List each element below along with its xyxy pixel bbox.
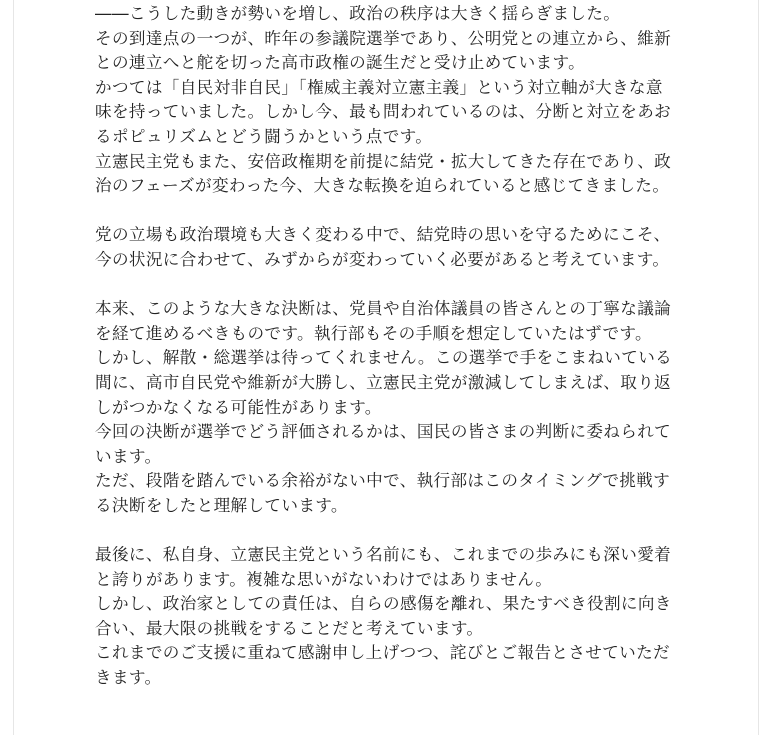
text-line: と誇りがあります。複雑な思いがないわけではありません。 xyxy=(95,569,553,589)
text-line: 間に、高市自民党や維新が大勝し、立憲民主党が激減してしまえば、取り返 xyxy=(95,372,672,392)
paragraph-block-2 xyxy=(95,223,745,272)
text-line: います。 xyxy=(95,446,162,466)
text-line: これまでのご支援に重ねて感謝申し上げつつ、詫びとご報告とさせていただ xyxy=(95,643,671,663)
text-line: きます。 xyxy=(95,668,162,688)
text-line: 治のフェーズが変わった今、大きな転換を迫られていると感じてきました。 xyxy=(95,176,670,196)
text-line: 今回の決断が選挙でどう評価されるかは、国民の皆さまの判断に委ねられて xyxy=(95,422,672,442)
text-line: るポピュリズムとどう闘うかという点です。 xyxy=(95,126,433,146)
text-line: しかし、解散・総選挙は待ってくれません。この選挙で手をこまねいている xyxy=(95,348,673,368)
text-line: ――こうした動きが勢いを増し、政治の秩序は大きく揺らぎました。 xyxy=(95,4,621,23)
text-line: しかし、政治家としての責任は、自らの感傷を離れ、果たすべき役割に向き xyxy=(95,594,672,614)
paragraph-block-4 xyxy=(95,543,745,691)
paragraph-gap xyxy=(95,199,745,224)
right-column-border xyxy=(758,0,759,735)
text-line: 合い、最大限の挑戦をすることだと考えています。 xyxy=(95,618,484,638)
text-line: かつては「自民対非自民」「権威主義対立憲主義」という対立軸が大きな意 xyxy=(95,77,663,97)
text-line: 味を持っていました。しかし今、最も問われているのは、分断と対立をあお xyxy=(95,102,672,122)
text-line: 立憲民主党もまた、安倍政権期を前提に結党・拡大してきた存在であり、政 xyxy=(95,151,672,171)
text-line: 最後に、私自身、立憲民主党という名前にも、これまでの歩みにも深い愛着 xyxy=(95,545,672,565)
text-line: しがつかなくなる可能性があります。 xyxy=(95,397,382,417)
text-line: 今の状況に合わせて、みずからが変わっていく必要があると考えています。 xyxy=(95,249,670,269)
text-line: その到達点の一つが、昨年の参議院選挙であり、公明党との連立から、維新 xyxy=(95,28,672,48)
paragraph-gap xyxy=(95,518,745,543)
text-line: を経て進めるべきものです。執行部もその手順を想定していたはずです。 xyxy=(95,323,652,343)
article-body xyxy=(95,2,745,691)
paragraph-block-3 xyxy=(95,297,745,518)
paragraph-block-1 xyxy=(95,2,745,199)
text-line: 党の立場も政治環境も大きく変わる中で、結党時の思いを守るためにこそ、 xyxy=(95,225,671,245)
text-line: ただ、段階を踏んでいる余裕がない中で、執行部はこのタイミングで挑戦す xyxy=(95,471,671,491)
text-line: 本来、このような大きな決断は、党員や自治体議員の皆さんとの丁寧な議論 xyxy=(95,299,672,319)
left-column-border xyxy=(13,0,14,735)
paragraph-gap xyxy=(95,273,745,298)
text-line: との連立へと舵を切った高市政権の誕生だと受け止めています。 xyxy=(95,53,586,73)
text-line: る決断をしたと理解しています。 xyxy=(95,495,348,515)
